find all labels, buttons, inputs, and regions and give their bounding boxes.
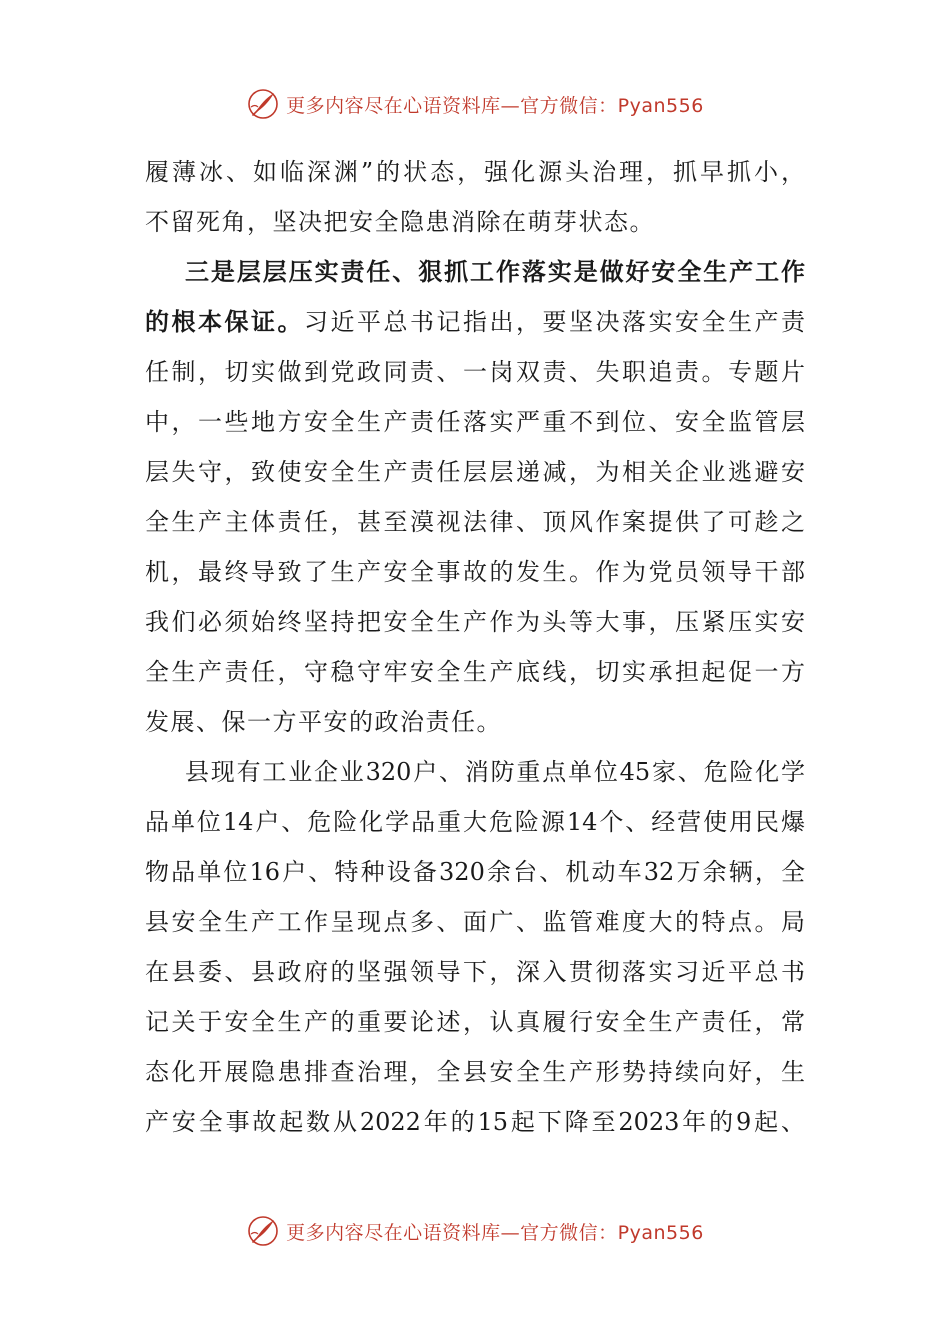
- watermark-text: 更多内容尽在心语资料库—官方微信：Pyan556: [286, 1221, 704, 1244]
- text-line: 履薄冰、如临深渊”的状态，强化源头治理，抓早抓小，: [145, 158, 805, 186]
- text-line: 机，最终导致了生产安全事故的发生。作为党员领导干部: [145, 558, 805, 586]
- text-line: 品单位14户、危险化学品重大危险源14个、经营使用民爆: [145, 808, 805, 836]
- footer-watermark: [0, 1211, 950, 1251]
- watermark-text: 更多内容尽在心语资料库—官方微信：Pyan556: [286, 94, 704, 117]
- document-body: [145, 147, 805, 1147]
- text-line: 全生产主体责任，甚至漠视法律、顶风作案提供了可趁之: [145, 508, 805, 536]
- text-line: 物品单位16户、特种设备320余台、机动车32万余辆，全: [145, 858, 805, 886]
- text-line: 记关于安全生产的重要论述，认真履行安全生产责任，常: [145, 1008, 805, 1036]
- text-line: 产安全事故起数从2022年的15起下降至2023年的9起、: [145, 1108, 805, 1136]
- header-watermark: [0, 84, 950, 124]
- watermark-wechat-id: Pyan556: [617, 94, 704, 117]
- text-line: 层失守，致使安全生产责任层层递减，为相关企业逃避安: [145, 458, 805, 486]
- text-line: 发展、保一方平安的政治责任。: [145, 708, 502, 736]
- text-line: 中，一些地方安全生产责任落实严重不到位、安全监管层: [145, 408, 805, 436]
- text-line: 不留死角，坚决把安全隐患消除在萌芽状态。: [145, 208, 655, 236]
- feather-pen-logo-icon: [246, 87, 280, 121]
- text-line: 县安全生产工作呈现点多、面广、监管难度大的特点。局: [145, 908, 805, 936]
- text-span: 习近平总书记指出，要坚决落实安全生产责: [304, 308, 805, 336]
- bold-heading-line: 三是层层压实责任、狠抓工作落实是做好安全生产工作: [185, 257, 805, 286]
- text-line: 在县委、县政府的坚强领导下，深入贯彻落实习近平总书: [145, 958, 805, 986]
- text-line: [145, 297, 805, 347]
- bold-heading-tail: 的根本保证。: [145, 307, 304, 336]
- feather-pen-logo-icon: [246, 1214, 280, 1248]
- text-line: 县现有工业企业320户、消防重点单位45家、危险化学: [185, 758, 805, 786]
- text-line: 态化开展隐患排查治理，全县安全生产形势持续向好，生: [145, 1058, 805, 1086]
- watermark-wechat-id: Pyan556: [617, 1221, 704, 1244]
- text-line: 全生产责任，守稳守牢安全生产底线，切实承担起促一方: [145, 658, 805, 686]
- text-line: 任制，切实做到党政同责、一岗双责、失职追责。专题片: [145, 358, 805, 386]
- text-line: 我们必须始终坚持把安全生产作为头等大事，压紧压实安: [145, 608, 805, 636]
